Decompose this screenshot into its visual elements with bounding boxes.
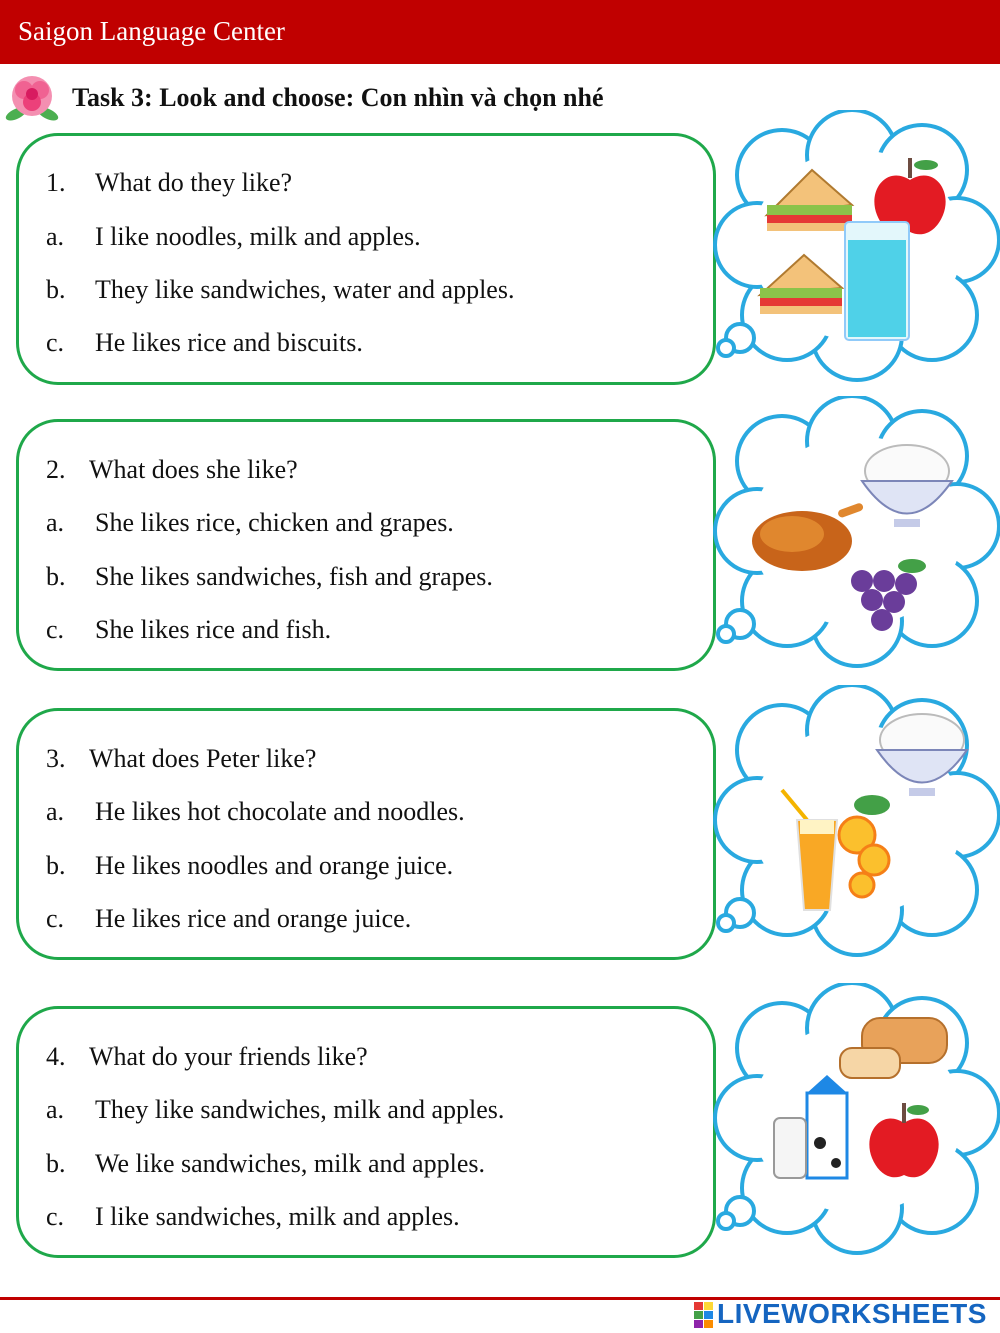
brand-name: LIVEWORKSHEETS: [717, 1298, 987, 1329]
option-letter: a.: [46, 797, 65, 826]
flower-icon: [4, 70, 60, 124]
liveworksheets-icon: [693, 1300, 715, 1330]
question-box-1: [16, 133, 716, 385]
option-text: He likes rice and biscuits.: [95, 328, 363, 357]
option-letter: b.: [46, 1149, 66, 1178]
option-text: They like sandwiches, milk and apples.: [95, 1095, 505, 1124]
option-text: She likes rice, chicken and grapes.: [95, 508, 454, 537]
option-letter: c.: [46, 904, 65, 933]
option-text: I like noodles, milk and apples.: [95, 222, 421, 251]
question-box-3: [16, 708, 716, 960]
option-text: He likes noodles and orange juice.: [95, 851, 454, 880]
option-letter: b.: [46, 275, 66, 304]
option-letter: a.: [46, 1095, 65, 1124]
question-text: What does Peter like?: [89, 744, 317, 773]
question-number: 1.: [46, 168, 66, 197]
option-letter: b.: [46, 562, 66, 591]
option-text: He likes hot chocolate and noodles.: [95, 797, 465, 826]
option-text: He likes rice and orange juice.: [95, 904, 412, 933]
option-text: We like sandwiches, milk and apples.: [95, 1149, 485, 1178]
option-letter: a.: [46, 508, 65, 537]
question-text: What do your friends like?: [89, 1042, 368, 1071]
question-text: What does she like?: [89, 455, 298, 484]
header-bar: [0, 0, 1000, 64]
option-text: She likes sandwiches, fish and grapes.: [95, 562, 493, 591]
question-number: 4.: [46, 1042, 66, 1071]
thought-cloud-2: [712, 396, 1000, 676]
thought-cloud-4: [712, 983, 1000, 1263]
option-letter: a.: [46, 222, 65, 251]
liveworksheets-logo[interactable]: [693, 1298, 995, 1330]
option-letter: c.: [46, 615, 65, 644]
option-text: She likes rice and fish.: [95, 615, 332, 644]
question-text: What do they like?: [95, 168, 293, 197]
option-letter: c.: [46, 1202, 65, 1231]
question-box-2: [16, 419, 716, 671]
option-text: They like sandwiches, water and apples.: [95, 275, 515, 304]
option-text: I like sandwiches, milk and apples.: [95, 1202, 460, 1231]
water-glass-icon: [845, 222, 909, 340]
thought-cloud-1: [712, 110, 1000, 390]
option-letter: b.: [46, 851, 66, 880]
question-number: 3.: [46, 744, 66, 773]
question-box-4: [16, 1006, 716, 1258]
thought-cloud-3: [712, 685, 1000, 965]
task-title: Task 3: Look and choose: Con nhìn và chọn nhé: [72, 83, 604, 112]
option-letter: c.: [46, 328, 65, 357]
center-name: Saigon Language Center: [18, 16, 285, 46]
question-number: 2.: [46, 455, 66, 484]
